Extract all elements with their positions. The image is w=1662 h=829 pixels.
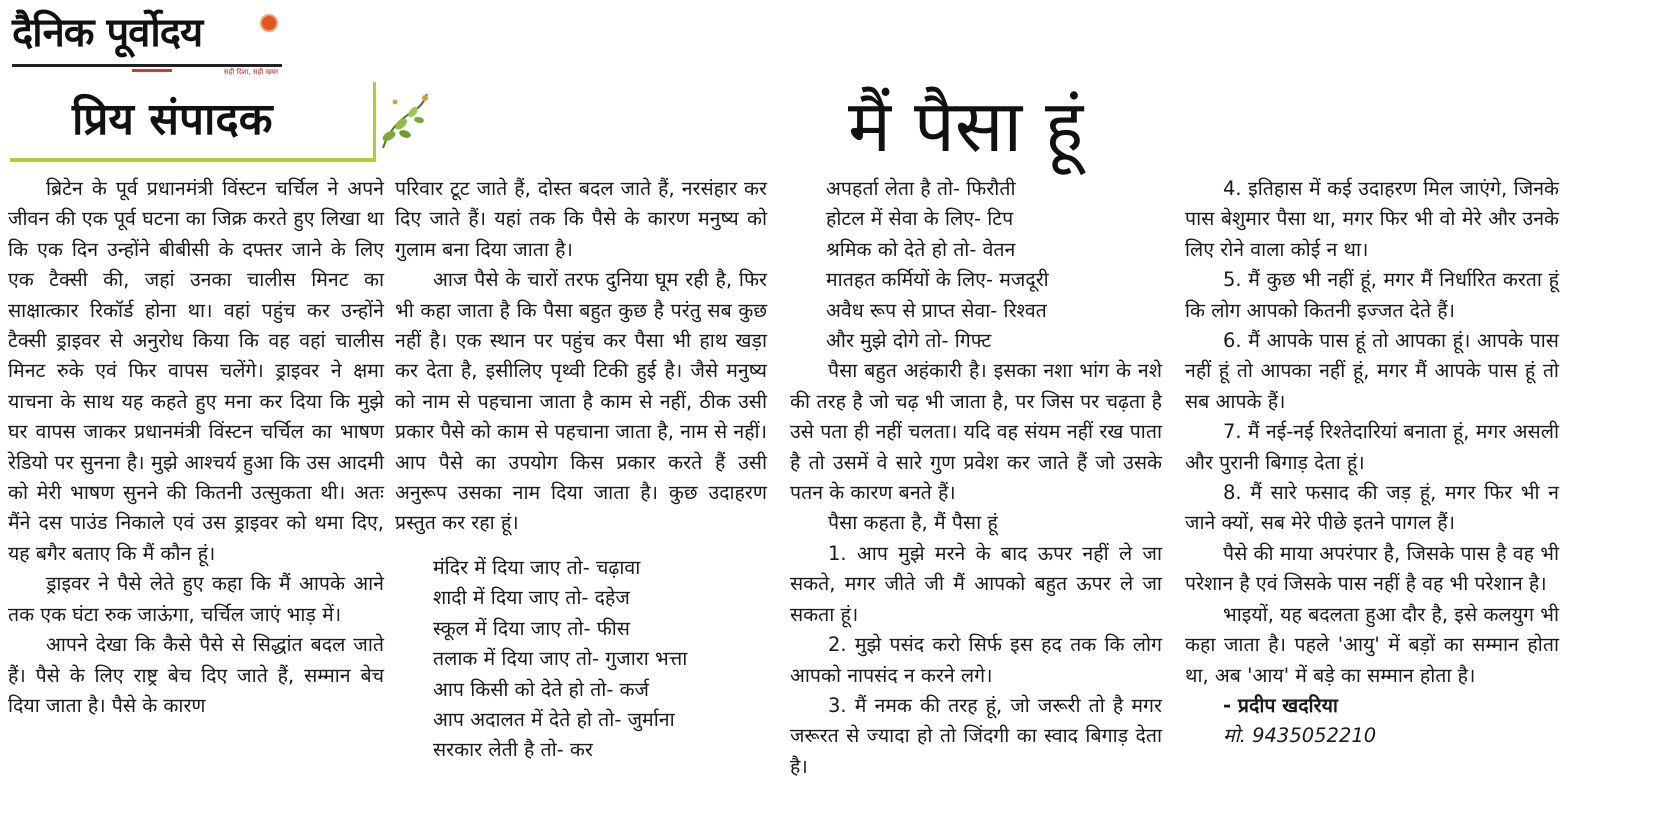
list-item: आप अदालत में देते हो तो- जुर्माना xyxy=(433,707,675,731)
paragraph: पैसा कहता है, मैं पैसा हूं xyxy=(828,511,998,535)
numbered-point: 1. आप मुझे मरने के बाद ऊपर नहीं ले जा सकते, मगर जीते जी मैं आपको बहुत ऊपर ले जा सकता हूं। xyxy=(790,541,1162,626)
author-mobile: मो. 9435052210 xyxy=(1223,724,1377,748)
masthead-red-bar xyxy=(132,69,172,72)
section-banner xyxy=(10,82,382,164)
list-item: अपहर्ता लेता है तो- फिरौती xyxy=(826,177,1016,200)
list-item: सरकार लेती है तो- कर xyxy=(433,738,593,762)
numbered-point: 2. मुझे पसंद करो सिर्फ इस हद तक कि लोग आपको नापसंद न करने लगे। xyxy=(790,633,1162,687)
list-item: मंदिर में दिया जाए तो- चढ़ावा xyxy=(433,555,641,579)
numbered-point: 7. मैं नई-नई रिश्तेदारियां बनाता हूं, मगर असली और पुरानी बिगाड़ देता हूं। xyxy=(1185,420,1559,474)
banner-horizontal-bar xyxy=(10,158,376,162)
masthead-rule xyxy=(12,64,282,67)
author-name: - प्रदीप खदरिया xyxy=(1223,693,1338,717)
numbered-point: 8. मैं सारे फसाद की जड़ हूं, मगर फिर भी न जाने क्यों, सब मेरे पीछे इतने पागल हैं। xyxy=(1185,481,1559,535)
paragraph: ब्रिटेन के पूर्व प्रधानमंत्री विंस्टन चर्चिल ने अपने जीवन की एक पूर्व घटना का जिक्र करते हुए लिखा था कि एक दिन उन्होंने बीबीसी के दफ्तर जाने के लिए एक टैक्सी की, जहां उनका चालीस मिनट का साक्षात्कार रिकॉर्ड होना था। वहां पहुंच कर उन्होंने टैक्सी ड्राइवर से अनुरोध किया कि वह वहां चालीस मिनट रुके एवं फिर वापस चलेंगे। ड्राइवर ने क्षमा याचना के साथ यह कहते हुए मना कर दिया कि मुझे घर वापस जाकर प्रधानमंत्री विंस्टन चर्चिल का भाषण रेडियो पर सुनना है। मुझे आश्चर्य हुआ कि उस आदमी को मेरी भाषण सुनने की कितनी उत्सुकता थी। अतः मैंने दस पाउंड निकाले एवं उस ड्राइवर को थमा दिए, यह बगैर बताए कि मैं कौन हूं। xyxy=(8,177,384,565)
article-column-2 xyxy=(395,174,767,766)
paragraph: भाइयों, यह बदलता हुआ दौर है, इसे कलयुग भी कहा जाता है। पहले 'आयु' में बड़ों का सम्मान होता था, अब 'आय' में बड़े का सम्मान होता है। xyxy=(1185,602,1559,687)
article-column-4 xyxy=(1185,174,1559,752)
list-item: तलाक में दिया जाए तो- गुजारा भत्ता xyxy=(433,647,688,671)
article-column-3 xyxy=(790,174,1162,782)
leaf-ornament-icon xyxy=(375,90,435,152)
masthead-tagline: सही दिशा, सही खबर xyxy=(223,68,278,76)
list-item: होटल में सेवा के लिए- टिप xyxy=(826,207,1014,231)
paragraph: ड्राइवर ने पैसे लेते हुए कहा कि मैं आपके आने तक एक घंटा रुक जाऊंगा, चर्चिल जाएं भाड़ में। xyxy=(8,572,384,626)
list-item: आप किसी को देते हो तो- कर्ज xyxy=(433,677,650,701)
paragraph-continued: परिवार टूट जाते हैं, दोस्त बदल जाते हैं, नरसंहार कर दिए जाते हैं। यहां तक कि पैसे के कारण मनुष्य को गुलाम बना दिया जाता है। xyxy=(395,177,767,261)
numbered-point: 6. मैं आपके पास हूं तो आपका हूं। आपके पास नहीं हूं तो आपका नहीं हूं, मगर मैं आपके पास हूं तो सब आपके हैं। xyxy=(1185,329,1559,413)
masthead xyxy=(12,8,284,76)
money-names-list-continued xyxy=(790,174,1162,356)
list-item: मातहत कर्मियों के लिए- मजदूरी xyxy=(826,268,1049,292)
paragraph: पैसे की माया अपरंपार है, जिसके पास है वह भी परेशान है एवं जिसके पास नहीं है वह भी परेशान है। xyxy=(1185,541,1559,596)
article-column-1 xyxy=(8,174,384,721)
logo-sun-icon xyxy=(260,14,278,32)
article-headline: मैं पैसा हूं xyxy=(848,84,1084,168)
numbered-point: 3. मैं नमक की तरह हूं, जो जरूरी तो है मगर जरूरत से ज्यादा हो तो जिंदगी का स्वाद बिगाड़ देता है। xyxy=(790,693,1162,778)
money-names-list xyxy=(395,553,767,766)
paragraph: आज पैसे के चारों तरफ दुनिया घूम रही है, फिर भी कहा जाता है कि पैसा बहुत कुछ है परंतु सब कुछ नहीं है। एक स्थान पर पहुंच कर पैसा भी हाथ खड़ा कर देता है, इसीलिए पृथ्वी टिकी हुई है। जैसे मनुष्य को नाम से पहचाना जाता है काम से नहीं, ठीक उसी प्रकार पैसे को काम से पहचाना जाता है, नाम से नहीं। आप पैसे का उपयोग किस प्रकार करते हैं उसी अनुरूप उसका नाम दिया जाता है। कुछ उदाहरण प्रस्तुत कर रहा हूं। xyxy=(395,268,767,535)
numbered-point: 5. मैं कुछ भी नहीं हूं, मगर मैं निर्धारित करता हूं कि लोग आपको कितनी इज्जत देते हैं। xyxy=(1185,268,1559,322)
list-item: अवैध रूप से प्राप्त सेवा- रिश्वत xyxy=(826,298,1047,322)
list-item: और मुझे दोगे तो- गिफ्ट xyxy=(826,329,992,353)
list-item: शादी में दिया जाए तो- दहेज xyxy=(433,586,630,610)
spacer xyxy=(395,539,767,553)
paragraph: पैसा बहुत अहंकारी है। इसका नशा भांग के नशे की तरह है जो चढ़ भी जाता है, पर जिस पर चढ़ता है उसे पता ही नहीं चलता। यदि वह संयम नहीं रख पाता है तो उसमें वे सारे गुण प्रवेश कर जाते हैं जो उसके पतन के कारण बनते हैं। xyxy=(790,359,1162,505)
paragraph: आपने देखा कि कैसे पैसे से सिद्धांत बदल जाते हैं। पैसे के लिए राष्ट्र बेच दिए जाते हैं, सम्मान बेच दिया जाता है। पैसे के कारण xyxy=(8,633,384,717)
list-item: श्रमिक को देते हो तो- वेतन xyxy=(826,237,1016,261)
newspaper-logo: दैनिक पूर्वोदय xyxy=(12,10,203,56)
list-item: स्कूल में दिया जाए तो- फीस xyxy=(433,616,630,640)
numbered-point: 4. इतिहास में कई उदाहरण मिल जाएंगे, जिनके पास बेशुमार पैसा था, मगर फिर भी वो मेरे और उनके लिए रोने वाला कोई न था। xyxy=(1185,177,1559,261)
section-title: प्रिय संपादक xyxy=(72,94,273,145)
